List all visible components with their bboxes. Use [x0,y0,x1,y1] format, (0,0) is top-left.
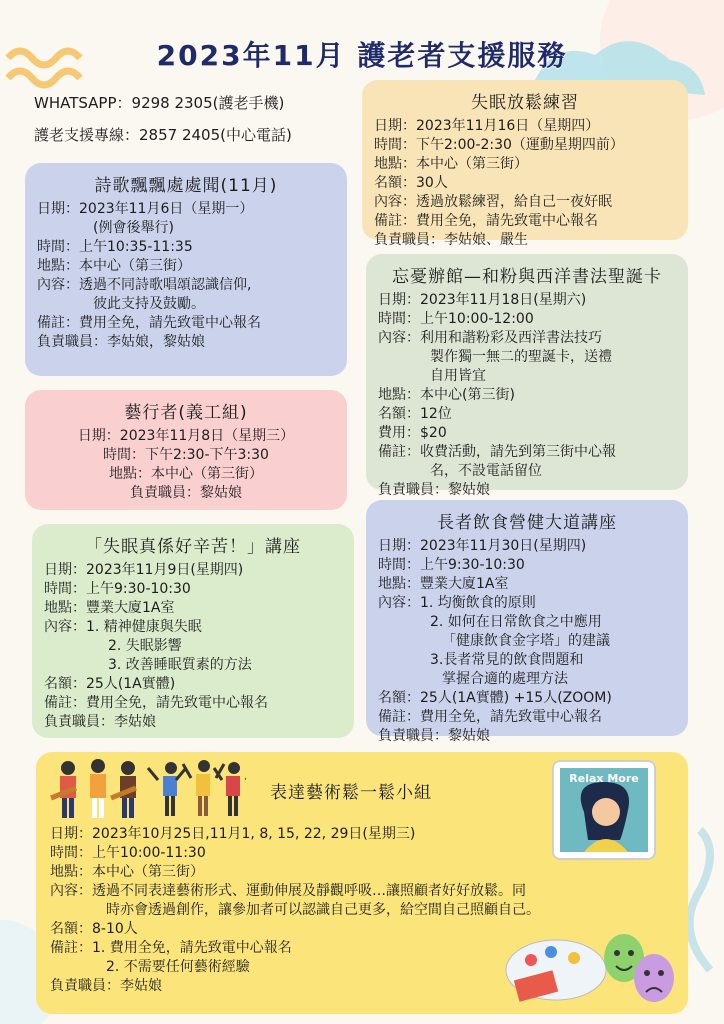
arts-content-2: 時亦會透過創作，讓參加者可以認識自己更多，給空間自己照顧自己。 [106,902,540,918]
insomnia-talk-content-2: 2. 失眠影響 [108,638,182,654]
insomnia-talk-remarks: 備註：費用全免，請先致電中心報名 [44,695,268,711]
worry-free-card [366,254,688,498]
relax-time: 時間：下午2:00-2:30（運動星期四前） [374,137,624,153]
diet-talk-content-2: 2. 如何在日常飲食之中應用 [430,614,602,630]
relax-remarks: 備註：費用全免，請先致電中心報名 [374,213,598,229]
arts-quota: 名額：8-10人 [50,921,138,937]
insomnia-talk-content: 內容：1. 精神健康與失眠 [44,619,202,635]
hotline-contact: 護老支援專線：2857 2405(中心電話) [34,126,292,144]
insomnia-talk-venue: 地點：豐業大廈1A室 [44,600,175,616]
page-title: 2023年11月 護老者支援服務 [156,39,568,72]
artist-title: 藝行者(義工組) [124,403,248,423]
arts-date: 日期：2023年10月25日,11月1, 8, 15, 22, 29日(星期三) [50,826,416,842]
arts-remarks: 備註：1. 費用全免，請先致電中心報名 [50,940,292,956]
insomnia-talk-card [32,524,354,738]
worry-free-title: 忘憂辦館—和粉與西洋書法聖誕卡 [392,267,662,287]
poetry-card [25,163,347,376]
artist-venue: 地點：本中心（第三街） [109,466,263,482]
relax-more-badge [554,762,654,858]
worry-free-remarks: 備註：收費活動，請先到第三街中心報 [378,444,616,460]
diet-talk-time: 時間：上午9:30-10:30 [378,557,525,573]
whatsapp-contact: WHATSAPP：9298 2305(護老手機) [34,94,285,112]
musicians-illustration [46,758,246,820]
diet-talk-title: 長者飲食營健大道講座 [437,513,617,533]
poetry-content: 內容：透過不同詩歌唱頌認識信仰, [37,277,252,293]
relax-more-text: Relax More [569,772,639,785]
diet-talk-content-4: 3.長者常見的飲食問題和 [430,652,584,668]
artist-staff: 負責職員：黎姑娘 [130,485,242,501]
worry-free-quota: 名額：12位 [378,406,452,422]
relax-content: 內容：透過放鬆練習，給自己一夜好眠 [374,194,612,210]
poetry-venue: 地點：本中心（第三街） [37,258,191,274]
insomnia-talk-date: 日期：2023年11月9日(星期四) [44,562,244,578]
relax-quota: 名額：30人 [374,175,448,191]
diet-talk-staff: 負責職員：黎姑娘 [378,728,490,744]
relax-practice-card [362,80,688,248]
poetry-time: 時間：上午10:35-11:35 [37,239,193,255]
diet-talk-content: 內容：1. 均衡飲食的原則 [378,595,536,611]
worry-free-venue: 地點：本中心(第三街) [378,387,515,403]
relax-staff: 負責職員：李姑娘、嚴生 [374,232,528,248]
worry-free-content-3: 自用皆宜 [430,368,486,384]
worry-free-content: 內容：利用和諧粉彩及西洋書法技巧 [378,330,602,346]
diet-talk-card [366,500,688,744]
arts-remarks-2: 2. 不需要任何藝術經驗 [106,959,250,975]
expressive-arts-card [36,752,688,1014]
worry-free-fee: 費用：$20 [378,425,447,441]
expressive-arts-title: 表達藝術鬆一鬆小組 [270,783,432,803]
relax-date: 日期：2023年11月16日（星期四） [374,118,600,134]
insomnia-talk-content-3: 3. 改善睡眠質素的方法 [108,657,252,673]
insomnia-talk-title: 「失眠真係好辛苦！」講座 [85,537,301,557]
poetry-title: 詩歌飄飄處處聞(11月) [94,176,278,196]
artist-time: 時間：下午2:30-下午3:30 [103,447,269,463]
worry-free-date: 日期：2023年11月18日(星期六) [378,292,587,308]
poetry-remarks: 備註：費用全免，請先致電中心報名 [37,315,261,331]
worry-free-content-2: 製作獨一無二的聖誕卡，送禮 [430,349,612,365]
diet-talk-content-3: 「健康飲食金字塔」的建議 [442,633,610,649]
poetry-content-2: 彼此支持及鼓勵。 [93,296,205,312]
poetry-note: (例會後舉行) [93,220,174,236]
diet-talk-content-5: 掌握合適的處理方法 [442,671,568,687]
relax-practice-title: 失眠放鬆練習 [471,93,579,113]
diet-talk-date: 日期：2023年11月30日(星期四) [378,538,587,554]
arts-venue: 地點：本中心（第三街） [50,864,204,880]
insomnia-talk-time: 時間：上午9:30-10:30 [44,581,191,597]
diet-talk-remarks: 備註：費用全免，請先致電中心報名 [378,709,602,725]
arts-time: 時間：上午10:00-11:30 [50,845,206,861]
worry-free-remarks-2: 名，不設電話留位 [430,463,542,479]
artist-card [25,390,347,510]
diet-talk-venue: 地點：豐業大廈1A室 [378,576,509,592]
insomnia-talk-quota: 名額：25人(1A實體) [44,676,176,692]
arts-content: 內容：透過不同表達藝術形式、運動伸展及靜觀呼吸…讓照顧者好好放鬆。同 [50,883,526,899]
worry-free-time: 時間：上午10:00-12:00 [378,311,534,327]
poetry-staff: 負責職員：李姑娘，黎姑娘 [37,334,205,350]
arts-staff: 負責職員：李姑娘 [50,978,162,994]
insomnia-talk-staff: 負責職員：李姑娘 [44,714,156,730]
artist-date: 日期：2023年11月8日（星期三） [77,428,295,444]
relax-venue: 地點：本中心（第三街） [374,156,528,172]
diet-talk-quota: 名額：25人(1A實體) +15人(ZOOM) [378,690,612,706]
poetry-date: 日期：2023年11月6日（星期一） [37,201,254,217]
worry-free-staff: 負責職員：黎姑娘 [378,482,490,498]
art-palette-masks-illustration [496,920,686,1010]
